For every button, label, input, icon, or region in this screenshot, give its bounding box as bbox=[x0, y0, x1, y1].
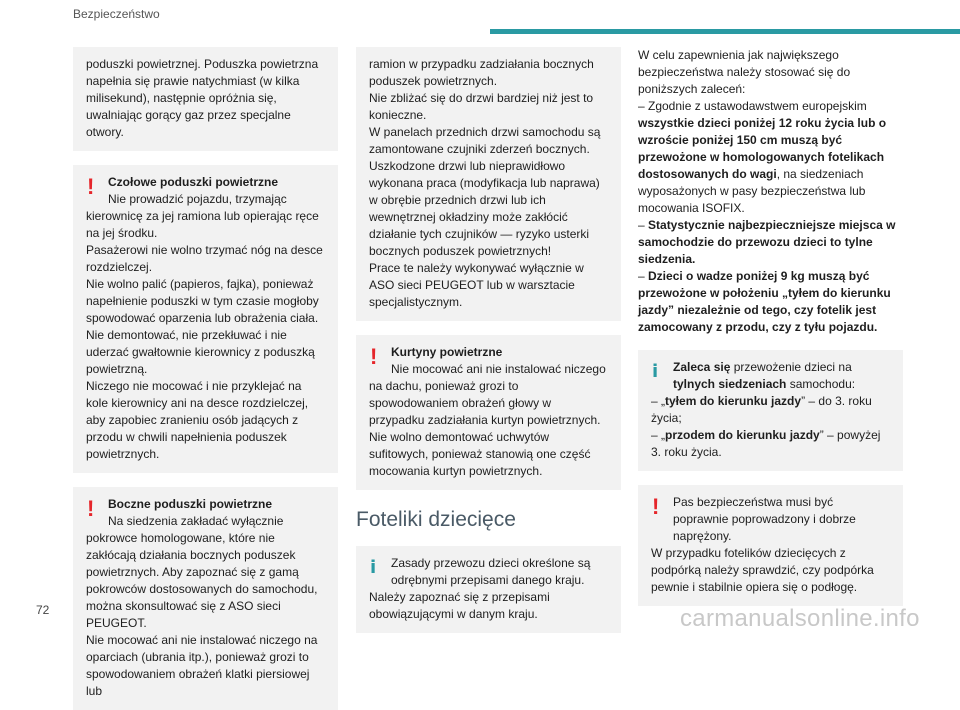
frontal-airbag-title: Czołowe poduszki powietrzne bbox=[108, 175, 279, 189]
recommendation-item-3 bbox=[638, 268, 903, 336]
airbag-intro-box bbox=[73, 47, 338, 151]
forward-facing-age: ” – powyżej 3. roku życia. bbox=[651, 428, 881, 459]
curtain-airbag-text-first: Nie mocować ani nie instalować niczego bbox=[391, 362, 606, 376]
rules-text: Należy zapoznać się z przepisami obowiązującymi w danym kraju. bbox=[369, 590, 550, 621]
bullet-dash: – „ bbox=[651, 394, 666, 408]
rear-facing-label: tyłem do kierunku jazdy bbox=[665, 394, 802, 408]
section-title-child-seats: Foteliki dziecięce bbox=[356, 508, 516, 531]
recommend-bold: Zaleca się bbox=[673, 360, 731, 374]
recommend-text-2: samochodu: bbox=[786, 377, 856, 391]
header-accent-bar bbox=[490, 29, 960, 34]
bullet-dash: – Zgodnie z ustawodawstwem europejskim bbox=[638, 99, 867, 113]
info-icon: i bbox=[370, 557, 377, 578]
bullet-dash: – bbox=[638, 218, 649, 232]
seat-belt-warning bbox=[638, 485, 903, 606]
belt-text-first: Pas bezpieczeństwa musi być poprawnie poprowadzony i dobrze naprężony. bbox=[673, 495, 856, 543]
header-section-title: Bezpieczeństwo bbox=[73, 7, 160, 21]
recommend-lead bbox=[651, 359, 891, 393]
rear-facing-age: ” – do 3. roku życia; bbox=[651, 394, 872, 425]
recommendation-item-2 bbox=[638, 217, 903, 268]
airbag-intro-text: poduszki powietrznej. Poduszka powietrzna napełnia się prawie natychmiast (w kilka milisekund), następnie opróżnia się, uwalniając gorący gaz przez specjalne otwory. bbox=[86, 57, 319, 139]
recommend-item-forward-facing bbox=[651, 427, 891, 461]
recommendation-item-1-bold: wszystkie dzieci poniżej 12 roku życia lub o wzroście poniżej 150 cm muszą być przewożone w homologowanych fotelikach dostosowanych do wagi bbox=[638, 116, 887, 181]
recommend-text: przewożenie dzieci na bbox=[730, 360, 852, 374]
warning-icon: ! bbox=[87, 496, 95, 521]
frontal-airbag-warning bbox=[73, 165, 338, 473]
side-airbag-continued-text: ramion w przypadku zadziałania bocznych poduszek powietrznych. Nie zbliżać się do drzwi bardziej niż jest to konieczne. W panelach przednich drzwi samochodu są zamontowane czujniki zderzeń bocznych. Uszkodzone drzwi lub nieprawidłowo wykonana praca (modyfikacja lub naprawa) w obrębie przednich drzwi lub ich wewnętrznej okładziny może zakłócić działanie tych czujników — ryzyko usterki bocznych poduszek powietrznych! Prace te należy wykonywać wyłącznie w ASO sieci PEUGEOT lub w warsztacie specjalistycznym. bbox=[369, 57, 601, 309]
bullet-dash: – bbox=[638, 269, 649, 283]
warning-icon: ! bbox=[652, 494, 660, 519]
rear-seat-recommendation-info bbox=[638, 350, 903, 471]
recommendation-item-3-bold: Dzieci o wadze poniżej 9 kg muszą być przewożone w położeniu „tyłem do kierunku jazdy” niezależnie od tego, czy fotelik jest zamocowany z przodu, czy z tyłu pojazdu. bbox=[638, 269, 891, 334]
recommend-item-rear-facing bbox=[651, 393, 891, 427]
side-airbag-text: pokrowce homologowane, które nie zakłócają działania bocznych poduszek powietrznych. Aby zapoznać się z gamą pokrowców dostosowanych do samochodu, można skonsultować się z ASO sieci PEUGEOT. Nie mocować ani nie instalować niczego na oparciach (ubrania itp.), ponieważ grozi to spowodowaniem obrażeń klatki piersiowej lub bbox=[86, 531, 318, 698]
warning-icon: ! bbox=[370, 344, 378, 369]
recommendation-item-1 bbox=[638, 98, 903, 217]
rules-text-first: Zasady przewozu dzieci określone są odrębnymi przepisami danego kraju. bbox=[391, 556, 591, 587]
page-number: 72 bbox=[36, 603, 50, 617]
side-airbag-text-first: Na siedzenia zakładać wyłącznie bbox=[108, 514, 284, 528]
child-transport-rules-info bbox=[356, 546, 621, 633]
recommendation-item-1-rest: , na siedzeniach wyposażonych w pasy bezpieczeństwa lub mocowania ISOFIX. bbox=[638, 167, 866, 215]
watermark: carmanualsonline.info bbox=[680, 605, 920, 632]
bullet-dash: – „ bbox=[651, 428, 666, 442]
recommend-bold-2: tylnych siedzeniach bbox=[673, 377, 787, 391]
column-2 bbox=[356, 47, 621, 633]
side-airbag-continued-box bbox=[356, 47, 621, 321]
frontal-airbag-text: Pasażerowi nie wolno trzymać nóg na desce rozdzielczej. Nie wolno palić (papieros, fajka), ponieważ napełnienie poduszki w tym czasie mogłoby spowodować oparzenia lub obrażenia ciała. Nie demontować, nie przekłuwać i nie uderzać gwałtownie kierownicy z poduszką powietrzną. Niczego nie mocować i nie przyklejać na kole kierownicy ani na desce rozdzielczej, aby zapobiec zranieniu osób jadących z przodu w chwili napełnienia poduszek powietrznych. bbox=[86, 243, 323, 461]
curtain-airbag-warning bbox=[356, 335, 621, 490]
recommendation-item-2-bold: Statystycznie najbezpieczniejsze miejsca w samochodzie do przewozu dzieci to tylne siedzenia. bbox=[638, 218, 896, 266]
forward-facing-label: przodem do kierunku jazdy bbox=[665, 428, 820, 442]
child-safety-recommendations bbox=[638, 47, 903, 336]
curtain-airbag-text: na dachu, ponieważ grozi to spowodowaniem obrażeń głowy w przypadku zadziałania kurtyn powietrznych. Nie wolno demontować uchwytów sufitowych, ponieważ stanowią one część mocowania kurtyn powietrznych. bbox=[369, 379, 601, 478]
belt-text: W przypadku fotelików dziecięcych z podpórką należy sprawdzić, czy podpórka pewnie i stabilnie opiera się o podłogę. bbox=[651, 546, 874, 594]
recommendations-intro: W celu zapewnienia jak największego bezpieczeństwa należy stosować się do poniższych zaleceń: bbox=[638, 48, 851, 96]
side-airbag-warning bbox=[73, 487, 338, 710]
info-icon: i bbox=[652, 361, 659, 382]
column-1 bbox=[73, 47, 338, 710]
curtain-airbag-title: Kurtyny powietrzne bbox=[391, 345, 503, 359]
side-airbag-title: Boczne poduszki powietrzne bbox=[108, 497, 273, 511]
frontal-airbag-text-first: Nie prowadzić pojazdu, trzymając kierownicę za jej ramiona lub opierając ręce na jej środku. bbox=[86, 192, 319, 240]
warning-icon: ! bbox=[87, 174, 95, 199]
column-3 bbox=[638, 47, 903, 606]
